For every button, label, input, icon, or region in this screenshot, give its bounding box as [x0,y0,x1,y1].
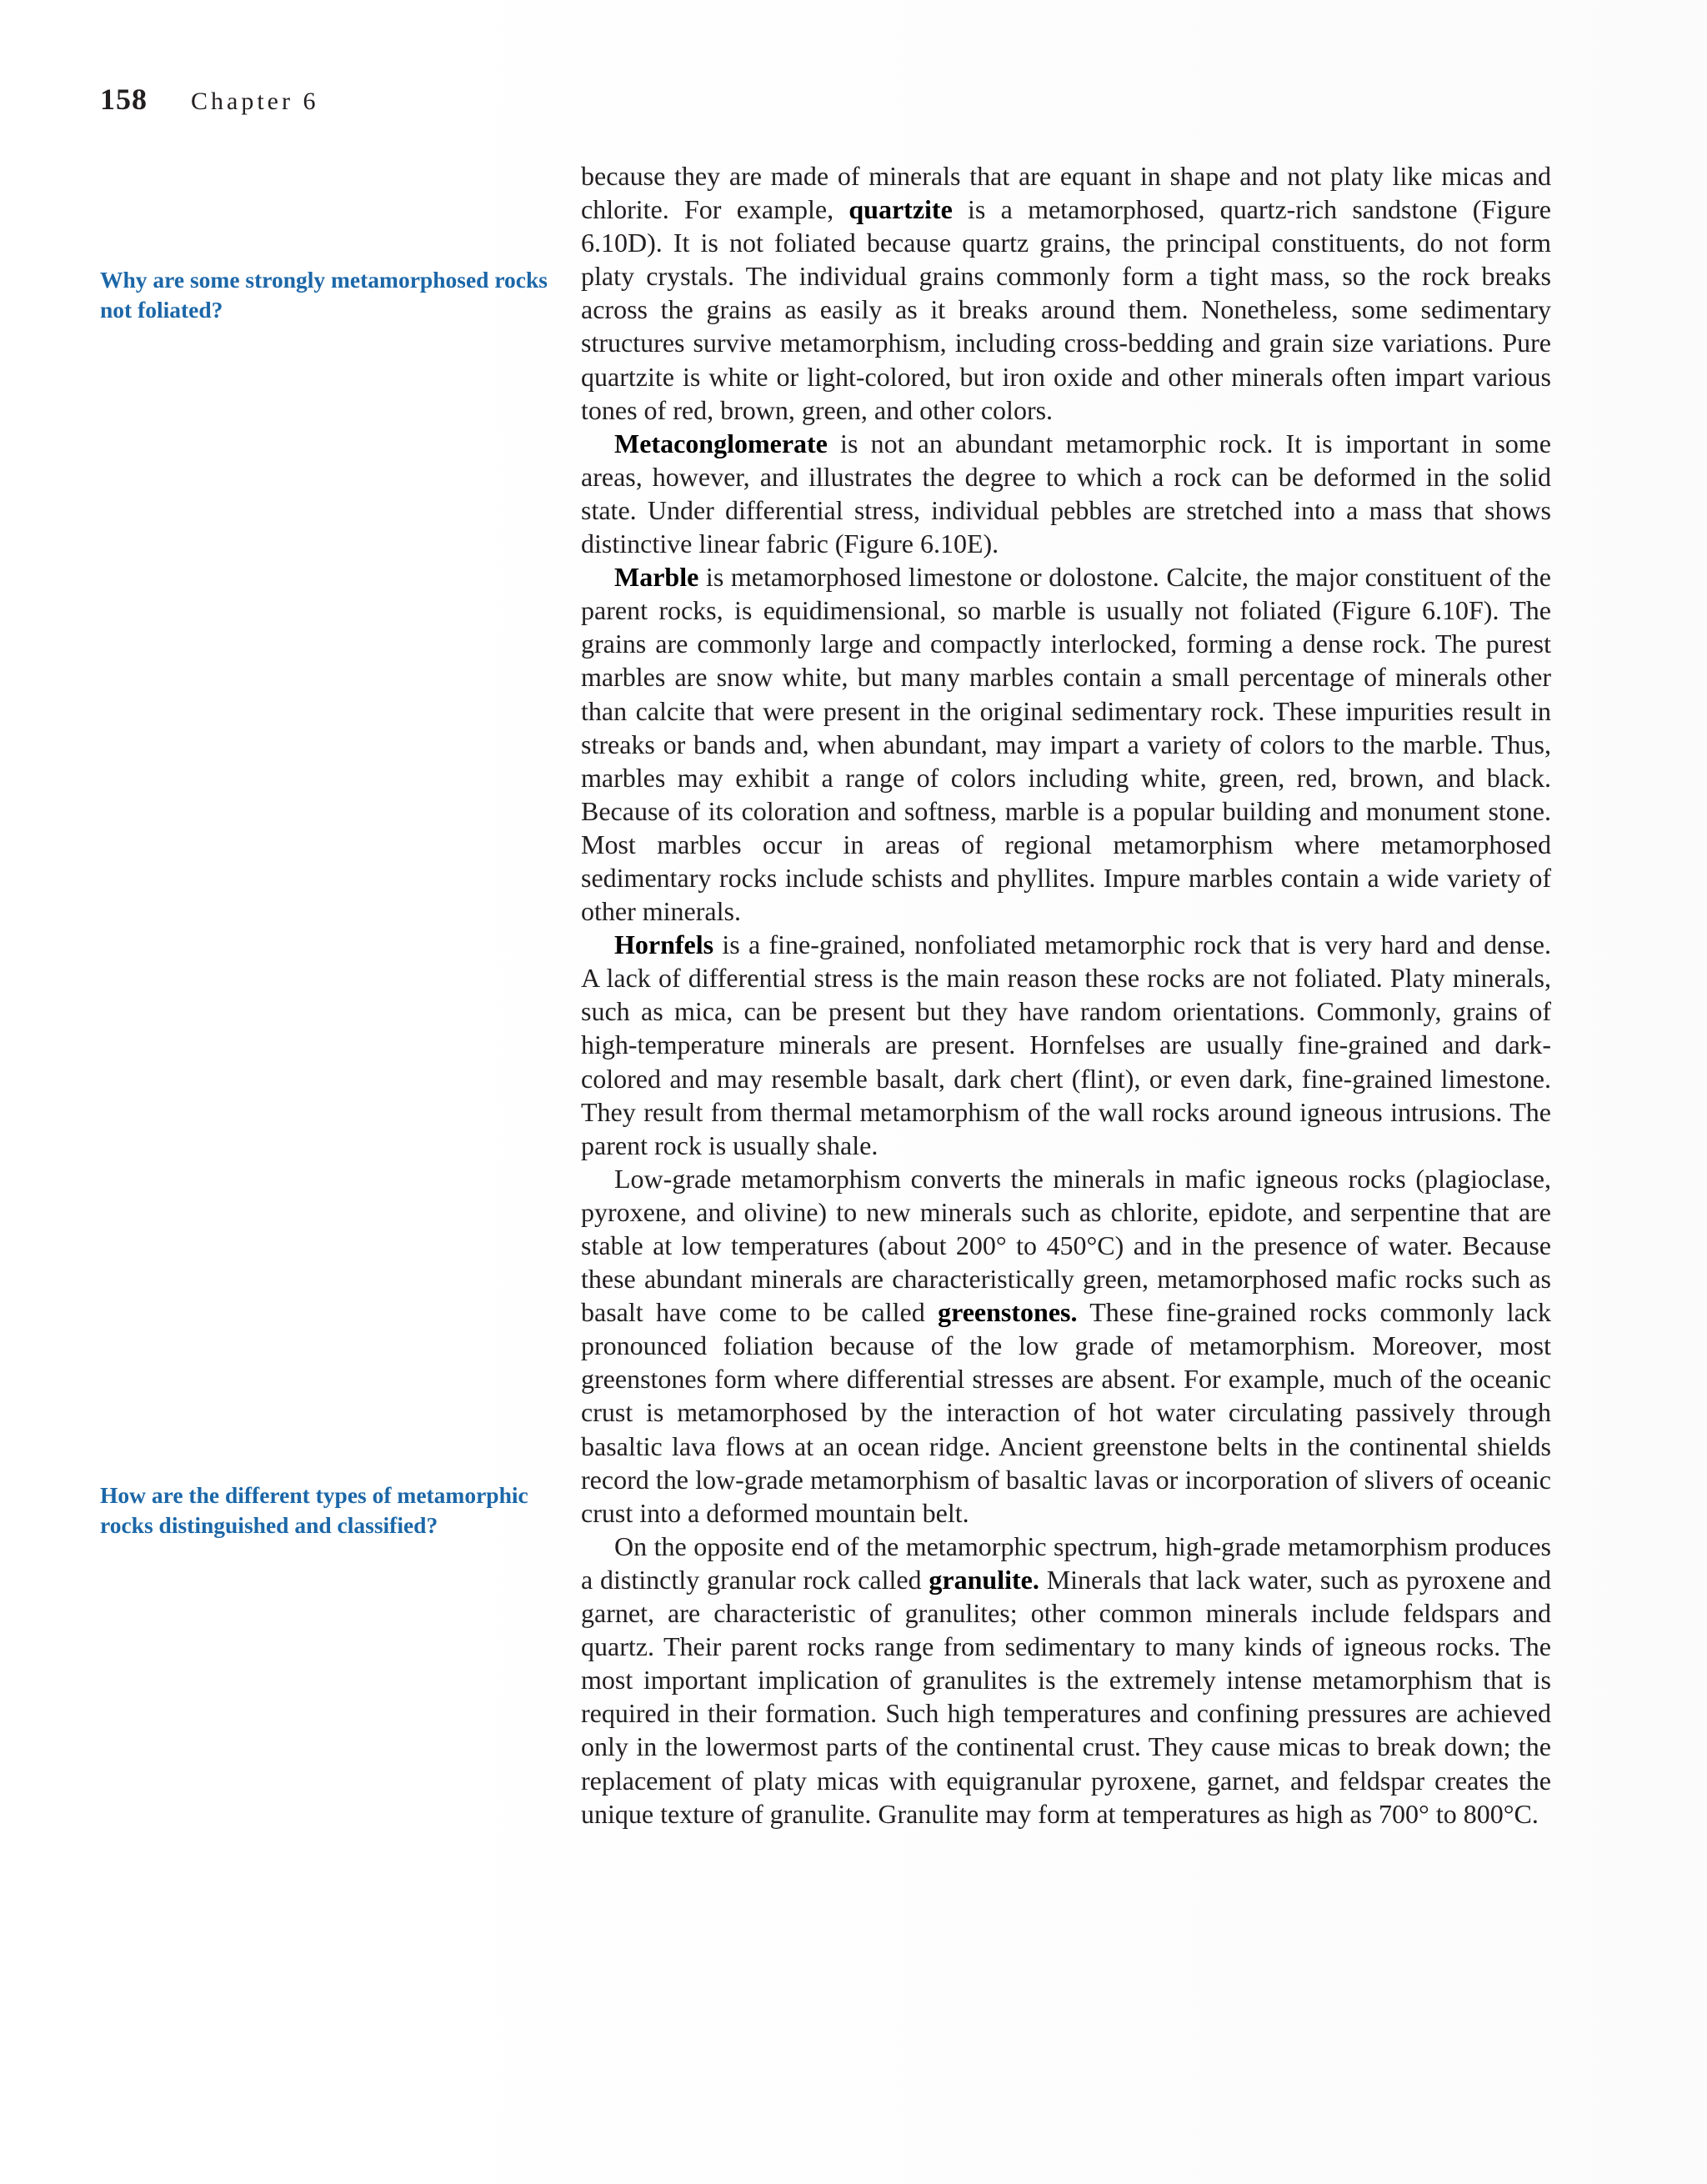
paragraph-quartzite [581,159,1551,427]
paragraph-granulite [581,1530,1551,1831]
paragraph-text: is metamorphosed limestone or dolostone. Calcite, the major constituent of the parent rocks, is equidimensional, so marble is usually not foliated (Figure 6.10F). The grains are commonly large and compactly interlocked, forming a dense rock. The purest marbles are snow white, but many marbles contain a small percentage of minerals other than calcite that were present in the original sedimentary rock. These impurities result in streaks or bands and, when abundant, may impart a variety of colors to the marble. Thus, marbles may exhibit a range of colors including white, green, red, brown, and black. Because of its coloration and softness, marble is a popular building and monument stone. Most marbles occur in areas of regional metamorphism where metamorphosed sedimentary rocks include schists and phyllites. Impure marbles contain a wide variety of other minerals. [581,562,1551,927]
paragraph-metaconglomerate [581,427,1551,560]
term-marble: Marble [614,562,699,593]
inline-key-term: greenstones. [938,1297,1078,1328]
margin-question-1: Why are some strongly metamorphosed rocks not foliated? [100,267,548,323]
chapter-label: Chapter 6 [191,88,319,115]
term-hornfels: Hornfels [614,929,714,960]
inline-key-term: granulite. [929,1564,1039,1595]
margin-question-2: How are the different types of metamorphic rocks distinguished and classified? [100,1482,528,1538]
paragraph-hornfels [581,928,1551,1162]
body-text [581,159,1551,1831]
paragraph-text: On the opposite end of the metamorphic spectrum, high-grade metamorphism produces a distinctly granular rock called granulite. Minerals that lack water, such as pyroxene and garnet, are characteristic of granulites; other common minerals include feldspars and quartz. Their parent rocks range from sedimentary to many kinds of igneous rocks. The most important implication of granulites is the extremely intense metamorphism that is required in their formation. Such high temperatures and confining pressures are achieved only in the lowermost parts of the continental crust. They cause micas to break down; the replacement of platy micas with equigranular pyroxene, garnet, and feldspar creates the unique texture of granulite. Granulite may form at temperatures as high as 700° to 800°C. [581,1530,1552,1829]
paragraph-text: because they are made of minerals that are equant in shape and not platy like micas and chlorite. For example, quartzite is a metamorphosed, quartz-rich sandstone (Figure 6.10D). It is not foliated because quartz grains, the principal constituents, do not form platy crystals. The individual grains commonly form a tight mass, so the rock breaks across the grains as easily as it breaks around them. Nonetheless, some sedimentary structures survive metamorphism, including cross-bedding and grain size variations. Pure quartzite is white or light-colored, but iron oxide and other minerals often impart various tones of red, brown, green, and other colors. [581,161,1552,425]
paragraph-text: Low-grade metamorphism converts the minerals in mafic igneous rocks (plagioclase, pyroxene, and olivine) to new minerals such as chlorite, epidote, and serpentine that are stable at low temperatures (about 200° to 450°C) and in the presence of water. Because these abundant minerals are characteristically green, metamorphosed mafic rocks such as basalt have come to be called greenstones. These fine-grained rocks commonly lack pronounced foliation because of the low grade of metamorphism. Moreover, most greenstones form where differential stresses are absent. For example, much of the oceanic crust is metamorphosed by the interaction of hot water circulating passively through basaltic lava flows at an ocean ridge. Ancient greenstone belts in the continental shields record the low-grade metamorphism of basaltic lavas or incorporation of slivers of oceanic crust into a deformed mountain belt. [581,1163,1552,1528]
paragraph-greenstones [581,1162,1551,1530]
paragraph-marble [581,560,1551,928]
paragraph-text: is not an abundant metamorphic rock. It is important in some areas, however, and illustrates the degree to which a rock can be deformed in the solid state. Under differential stress, individual pebbles are stretched into a mass that shows distinctive linear fabric (Figure 6.10E). [581,428,1551,559]
paragraph-text: is a fine-grained, nonfoliated metamorphic rock that is very hard and dense. A lack of differential stress is the main reason these rocks are not foliated. Platy minerals, such as mica, can be present but they have random orientations. Commonly, grains of high-temperature minerals are present. Hornfelses are usually fine-grained and dark-colored and may resemble basalt, dark chert (flint), or even dark, fine-grained limestone. They result from thermal metamorphism of the wall rocks around igneous intrusions. The parent rock is usually shale. [581,929,1551,1160]
page-number: 158 [100,83,148,116]
inline-key-term: quartzite [848,194,953,225]
page-header [100,82,318,125]
term-metaconglomerate: Metaconglomerate [614,428,828,458]
